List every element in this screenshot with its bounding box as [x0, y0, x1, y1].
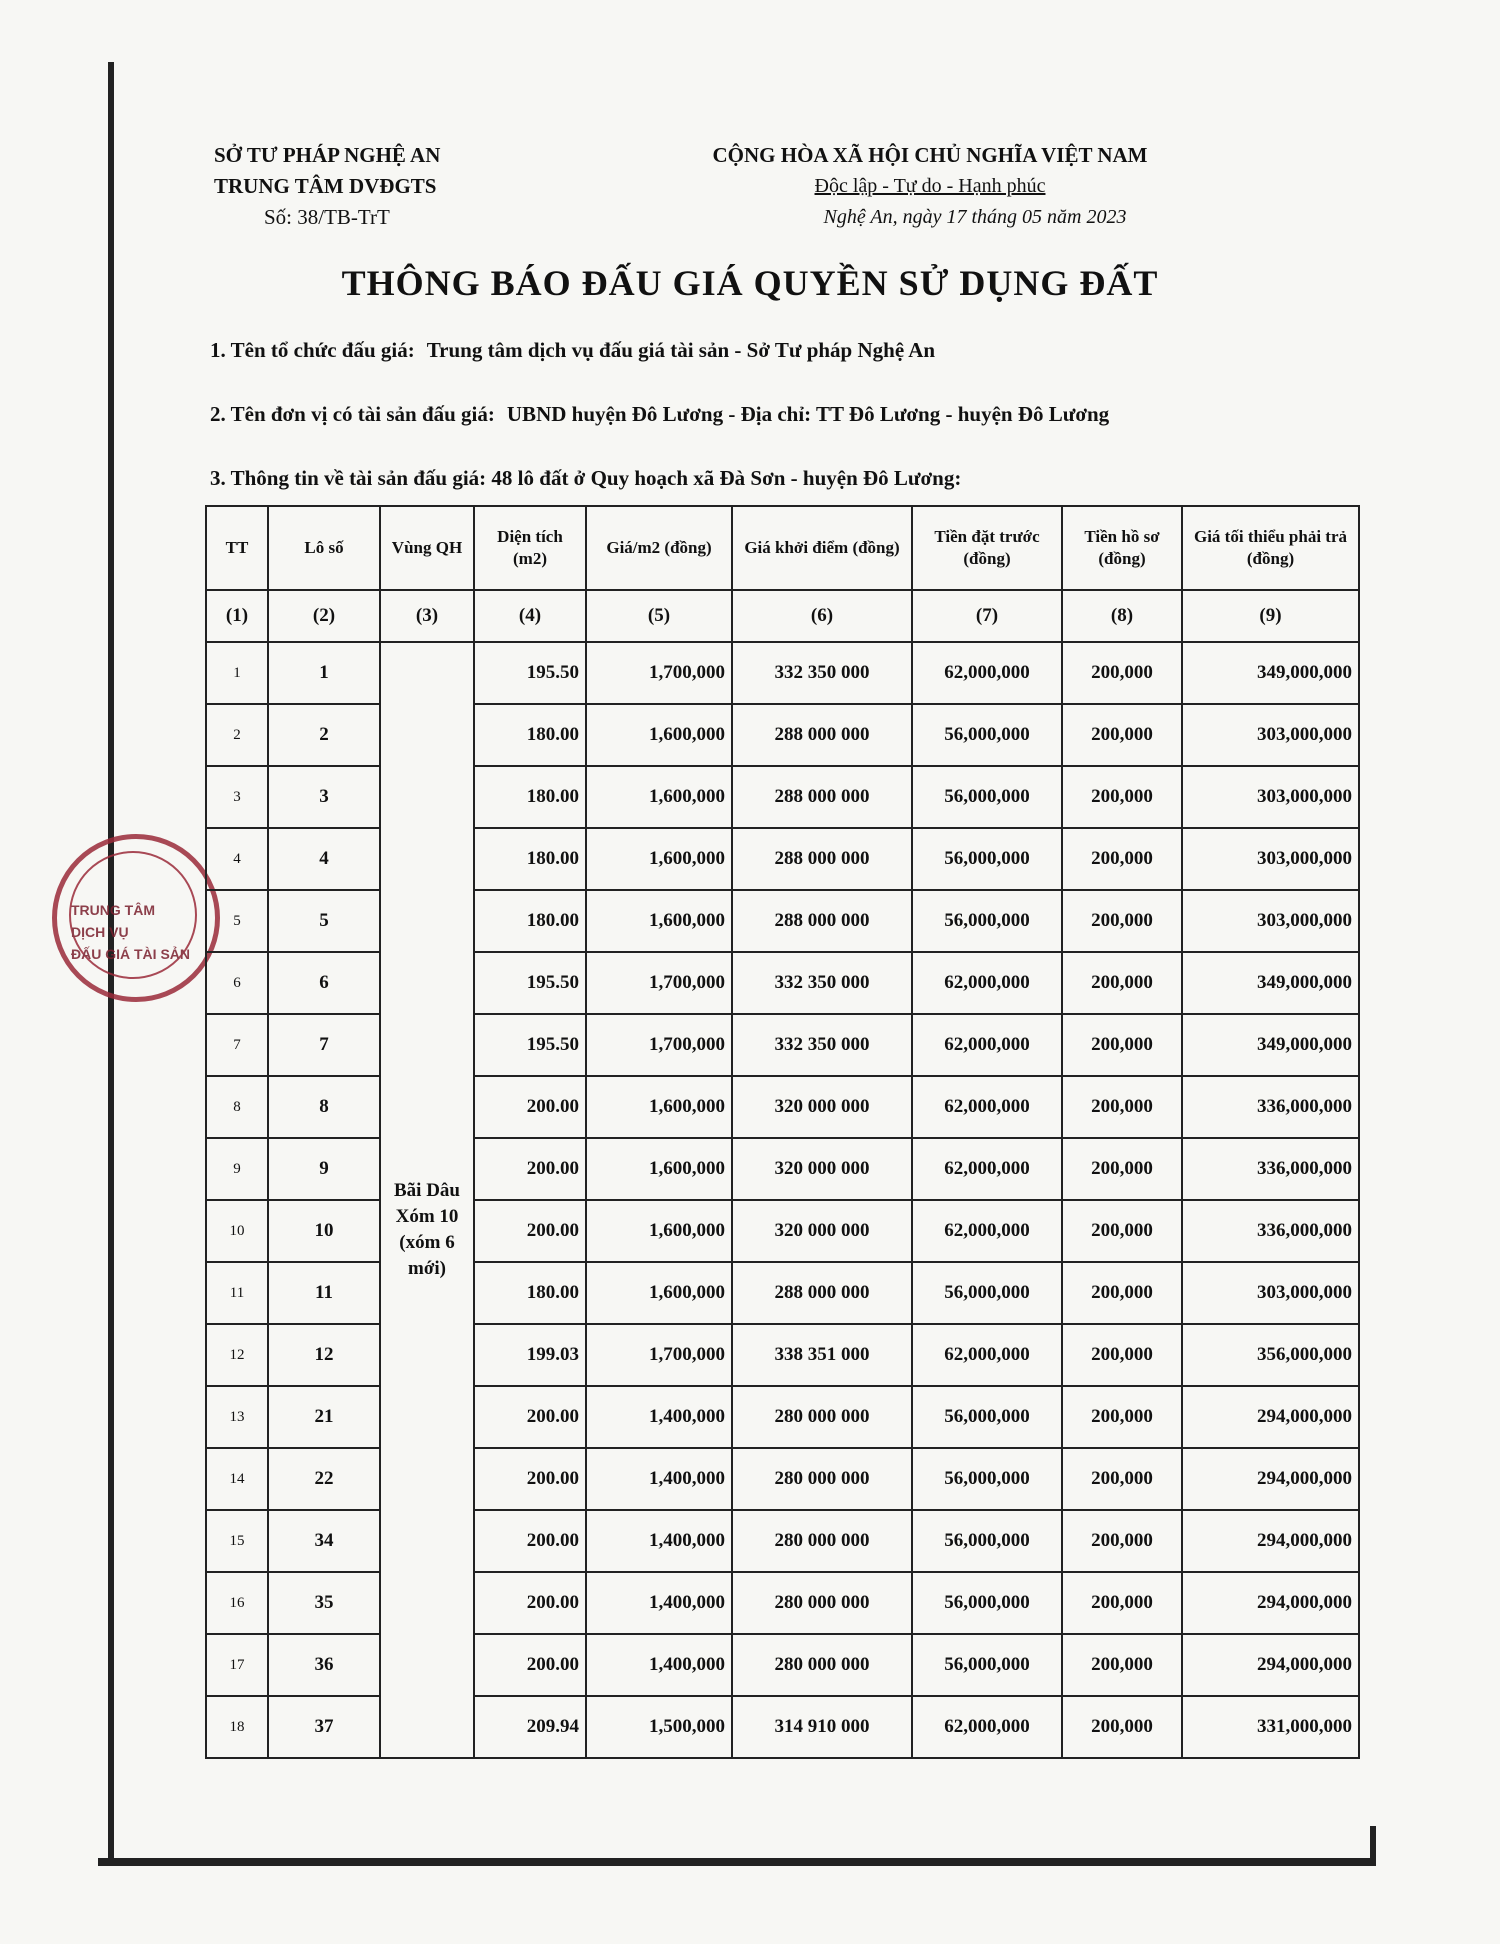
table-row — [206, 1014, 1359, 1076]
row-start-price: 314 910 000 — [732, 1696, 912, 1758]
row-lot: 35 — [268, 1572, 380, 1634]
row-area: 180.00 — [474, 766, 586, 828]
row-deposit: 62,000,000 — [912, 1014, 1062, 1076]
table-row — [206, 1572, 1359, 1634]
row-area: 200.00 — [474, 1200, 586, 1262]
row-file-fee: 200,000 — [1062, 704, 1182, 766]
info-item-2 — [210, 402, 1109, 427]
row-lot: 7 — [268, 1014, 380, 1076]
header-min-payment: Giá tối thiểu phải trả (đồng) — [1182, 506, 1359, 590]
row-start-price: 332 350 000 — [732, 642, 912, 704]
row-price-m2: 1,400,000 — [586, 1572, 732, 1634]
row-area: 200.00 — [474, 1386, 586, 1448]
row-lot: 22 — [268, 1448, 380, 1510]
row-deposit: 62,000,000 — [912, 952, 1062, 1014]
row-file-fee: 200,000 — [1062, 1200, 1182, 1262]
table-row — [206, 766, 1359, 828]
scan-border-bottom — [98, 1858, 1376, 1866]
national-header — [660, 140, 1200, 233]
row-file-fee: 200,000 — [1062, 642, 1182, 704]
row-tt: 17 — [206, 1634, 268, 1696]
row-deposit: 62,000,000 — [912, 1696, 1062, 1758]
info-item-3: 3. Thông tin về tài sản đấu giá: 48 lô đất ở Quy hoạch xã Đà Sơn - huyện Đô Lương: — [210, 466, 962, 490]
row-price-m2: 1,600,000 — [586, 1076, 732, 1138]
table-row — [206, 1634, 1359, 1696]
header-zone: Vùng QH — [380, 506, 474, 590]
row-tt: 9 — [206, 1138, 268, 1200]
row-min-payment: 336,000,000 — [1182, 1138, 1359, 1200]
row-lot: 4 — [268, 828, 380, 890]
column-number: (9) — [1182, 590, 1359, 642]
row-deposit: 56,000,000 — [912, 704, 1062, 766]
zone-cell: Bãi Dâu Xóm 10 (xóm 6 mới) — [380, 642, 474, 1758]
row-start-price: 288 000 000 — [732, 704, 912, 766]
row-file-fee: 200,000 — [1062, 1262, 1182, 1324]
row-min-payment: 303,000,000 — [1182, 766, 1359, 828]
column-number: (4) — [474, 590, 586, 642]
row-area: 199.03 — [474, 1324, 586, 1386]
stamp-line-2: DỊCH VỤ — [71, 924, 129, 940]
row-area: 195.50 — [474, 642, 586, 704]
row-price-m2: 1,600,000 — [586, 1200, 732, 1262]
row-area: 200.00 — [474, 1448, 586, 1510]
row-deposit: 56,000,000 — [912, 1386, 1062, 1448]
info-item-1-label: 1. Tên tổ chức đấu giá: — [210, 338, 415, 362]
column-number: (7) — [912, 590, 1062, 642]
table-row — [206, 1448, 1359, 1510]
row-min-payment: 336,000,000 — [1182, 1076, 1359, 1138]
table-header-row — [206, 506, 1359, 590]
header-tt: TT — [206, 506, 268, 590]
table-row — [206, 704, 1359, 766]
row-price-m2: 1,600,000 — [586, 828, 732, 890]
info-item-2-label: 2. Tên đơn vị có tài sản đấu giá: — [210, 402, 495, 426]
row-start-price: 288 000 000 — [732, 828, 912, 890]
row-start-price: 338 351 000 — [732, 1324, 912, 1386]
row-deposit: 56,000,000 — [912, 1510, 1062, 1572]
row-lot: 3 — [268, 766, 380, 828]
table-row — [206, 952, 1359, 1014]
table-row — [206, 1076, 1359, 1138]
org-line-1: SỞ TƯ PHÁP NGHỆ AN — [214, 143, 441, 167]
row-area: 200.00 — [474, 1634, 586, 1696]
row-tt: 13 — [206, 1386, 268, 1448]
header-file-fee: Tiền hồ sơ (đồng) — [1062, 506, 1182, 590]
stamp-line-1: TRUNG TÂM — [71, 902, 155, 918]
row-tt: 11 — [206, 1262, 268, 1324]
row-lot: 10 — [268, 1200, 380, 1262]
row-area: 200.00 — [474, 1510, 586, 1572]
column-number: (3) — [380, 590, 474, 642]
row-file-fee: 200,000 — [1062, 1386, 1182, 1448]
row-price-m2: 1,500,000 — [586, 1696, 732, 1758]
stamp-text — [71, 899, 201, 965]
row-start-price: 280 000 000 — [732, 1572, 912, 1634]
row-price-m2: 1,700,000 — [586, 642, 732, 704]
table-row — [206, 1262, 1359, 1324]
row-min-payment: 294,000,000 — [1182, 1510, 1359, 1572]
row-area: 180.00 — [474, 704, 586, 766]
row-file-fee: 200,000 — [1062, 1448, 1182, 1510]
row-file-fee: 200,000 — [1062, 1510, 1182, 1572]
row-lot: 11 — [268, 1262, 380, 1324]
row-deposit: 62,000,000 — [912, 642, 1062, 704]
auction-table — [205, 505, 1360, 1759]
row-start-price: 332 350 000 — [732, 1014, 912, 1076]
stamp-line-3: ĐẤU GIÁ TÀI SẢN — [71, 946, 190, 962]
motto: Độc lập - Tự do - Hạnh phúc — [814, 175, 1046, 197]
table-row — [206, 642, 1359, 704]
row-min-payment: 349,000,000 — [1182, 1014, 1359, 1076]
row-tt: 3 — [206, 766, 268, 828]
row-min-payment: 303,000,000 — [1182, 1262, 1359, 1324]
row-file-fee: 200,000 — [1062, 1634, 1182, 1696]
row-lot: 5 — [268, 890, 380, 952]
row-area: 180.00 — [474, 828, 586, 890]
row-lot: 34 — [268, 1510, 380, 1572]
row-price-m2: 1,700,000 — [586, 952, 732, 1014]
column-number: (2) — [268, 590, 380, 642]
row-area: 195.50 — [474, 952, 586, 1014]
row-area: 200.00 — [474, 1138, 586, 1200]
row-price-m2: 1,400,000 — [586, 1634, 732, 1696]
info-item-1-value: Trung tâm dịch vụ đấu giá tài sản - Sở Tư pháp Nghệ An — [426, 338, 936, 362]
row-min-payment: 349,000,000 — [1182, 952, 1359, 1014]
row-min-payment: 303,000,000 — [1182, 704, 1359, 766]
row-tt: 7 — [206, 1014, 268, 1076]
column-number: (6) — [732, 590, 912, 642]
row-start-price: 288 000 000 — [732, 890, 912, 952]
row-tt: 18 — [206, 1696, 268, 1758]
issue-date: Nghệ An, ngày 17 tháng 05 năm 2023 — [823, 206, 1127, 228]
column-number: (5) — [586, 590, 732, 642]
row-min-payment: 303,000,000 — [1182, 828, 1359, 890]
row-start-price: 280 000 000 — [732, 1386, 912, 1448]
row-start-price: 280 000 000 — [732, 1510, 912, 1572]
row-start-price: 320 000 000 — [732, 1200, 912, 1262]
row-area: 200.00 — [474, 1572, 586, 1634]
row-lot: 9 — [268, 1138, 380, 1200]
header-deposit: Tiền đặt trước (đồng) — [912, 506, 1062, 590]
row-file-fee: 200,000 — [1062, 766, 1182, 828]
header-area: Diện tích (m2) — [474, 506, 586, 590]
row-deposit: 62,000,000 — [912, 1200, 1062, 1262]
row-tt: 16 — [206, 1572, 268, 1634]
row-min-payment: 303,000,000 — [1182, 890, 1359, 952]
row-deposit: 56,000,000 — [912, 766, 1062, 828]
table-body — [206, 590, 1359, 1758]
row-deposit: 56,000,000 — [912, 828, 1062, 890]
row-min-payment: 294,000,000 — [1182, 1448, 1359, 1510]
row-start-price: 320 000 000 — [732, 1076, 912, 1138]
row-tt: 8 — [206, 1076, 268, 1138]
header-start-price: Giá khởi điểm (đồng) — [732, 506, 912, 590]
doc-number: Số: 38/TB-TrT — [264, 205, 390, 229]
row-area: 209.94 — [474, 1696, 586, 1758]
row-deposit: 62,000,000 — [912, 1076, 1062, 1138]
row-area: 200.00 — [474, 1076, 586, 1138]
row-tt: 14 — [206, 1448, 268, 1510]
row-min-payment: 294,000,000 — [1182, 1634, 1359, 1696]
row-price-m2: 1,400,000 — [586, 1510, 732, 1572]
column-number-row — [206, 590, 1359, 642]
table-row — [206, 1138, 1359, 1200]
row-start-price: 288 000 000 — [732, 766, 912, 828]
org-line-2: TRUNG TÂM DVĐGTS — [214, 174, 437, 198]
row-tt: 5 — [206, 890, 268, 952]
row-file-fee: 200,000 — [1062, 1138, 1182, 1200]
row-price-m2: 1,400,000 — [586, 1448, 732, 1510]
issuing-org — [214, 140, 484, 233]
row-lot: 1 — [268, 642, 380, 704]
row-price-m2: 1,600,000 — [586, 766, 732, 828]
row-file-fee: 200,000 — [1062, 1014, 1182, 1076]
row-start-price: 280 000 000 — [732, 1634, 912, 1696]
row-min-payment: 336,000,000 — [1182, 1200, 1359, 1262]
row-min-payment: 294,000,000 — [1182, 1386, 1359, 1448]
red-seal-stamp — [52, 834, 220, 1002]
row-tt: 12 — [206, 1324, 268, 1386]
row-min-payment: 356,000,000 — [1182, 1324, 1359, 1386]
row-deposit: 56,000,000 — [912, 1572, 1062, 1634]
row-deposit: 56,000,000 — [912, 1634, 1062, 1696]
row-price-m2: 1,700,000 — [586, 1014, 732, 1076]
row-price-m2: 1,400,000 — [586, 1386, 732, 1448]
row-file-fee: 200,000 — [1062, 1696, 1182, 1758]
country-name: CỘNG HÒA XÃ HỘI CHỦ NGHĨA VIỆT NAM — [712, 143, 1148, 167]
header-lot: Lô số — [268, 506, 380, 590]
row-price-m2: 1,600,000 — [586, 1138, 732, 1200]
header-price-m2: Giá/m2 (đồng) — [586, 506, 732, 590]
column-number: (1) — [206, 590, 268, 642]
row-tt: 6 — [206, 952, 268, 1014]
table-row — [206, 828, 1359, 890]
row-lot: 21 — [268, 1386, 380, 1448]
table-row — [206, 890, 1359, 952]
row-file-fee: 200,000 — [1062, 952, 1182, 1014]
row-deposit: 62,000,000 — [912, 1324, 1062, 1386]
row-start-price: 288 000 000 — [732, 1262, 912, 1324]
row-tt: 2 — [206, 704, 268, 766]
row-start-price: 332 350 000 — [732, 952, 912, 1014]
info-item-2-value: UBND huyện Đô Lương - Địa chỉ: TT Đô Lương - huyện Đô Lương — [506, 402, 1110, 426]
row-lot: 12 — [268, 1324, 380, 1386]
row-tt: 1 — [206, 642, 268, 704]
scan-border-right — [1370, 1826, 1376, 1866]
row-price-m2: 1,600,000 — [586, 1262, 732, 1324]
table-row — [206, 1324, 1359, 1386]
row-price-m2: 1,700,000 — [586, 1324, 732, 1386]
info-item-1 — [210, 338, 935, 363]
page-title: THÔNG BÁO ĐẤU GIÁ QUYỀN SỬ DỤNG ĐẤT — [341, 263, 1159, 303]
row-file-fee: 200,000 — [1062, 890, 1182, 952]
row-file-fee: 200,000 — [1062, 1076, 1182, 1138]
row-area: 180.00 — [474, 1262, 586, 1324]
row-lot: 37 — [268, 1696, 380, 1758]
row-min-payment: 294,000,000 — [1182, 1572, 1359, 1634]
row-price-m2: 1,600,000 — [586, 890, 732, 952]
row-lot: 2 — [268, 704, 380, 766]
row-tt: 15 — [206, 1510, 268, 1572]
row-file-fee: 200,000 — [1062, 828, 1182, 890]
row-deposit: 62,000,000 — [912, 1138, 1062, 1200]
row-tt: 4 — [206, 828, 268, 890]
column-number: (8) — [1062, 590, 1182, 642]
row-min-payment: 331,000,000 — [1182, 1696, 1359, 1758]
table-row — [206, 1510, 1359, 1572]
table-row — [206, 1200, 1359, 1262]
row-file-fee: 200,000 — [1062, 1572, 1182, 1634]
row-lot: 36 — [268, 1634, 380, 1696]
row-start-price: 280 000 000 — [732, 1448, 912, 1510]
row-lot: 6 — [268, 952, 380, 1014]
row-price-m2: 1,600,000 — [586, 704, 732, 766]
row-area: 180.00 — [474, 890, 586, 952]
row-lot: 8 — [268, 1076, 380, 1138]
table-row — [206, 1696, 1359, 1758]
row-deposit: 56,000,000 — [912, 1262, 1062, 1324]
row-start-price: 320 000 000 — [732, 1138, 912, 1200]
row-min-payment: 349,000,000 — [1182, 642, 1359, 704]
row-file-fee: 200,000 — [1062, 1324, 1182, 1386]
row-deposit: 56,000,000 — [912, 890, 1062, 952]
table-row — [206, 1386, 1359, 1448]
row-tt: 10 — [206, 1200, 268, 1262]
row-area: 195.50 — [474, 1014, 586, 1076]
row-deposit: 56,000,000 — [912, 1448, 1062, 1510]
